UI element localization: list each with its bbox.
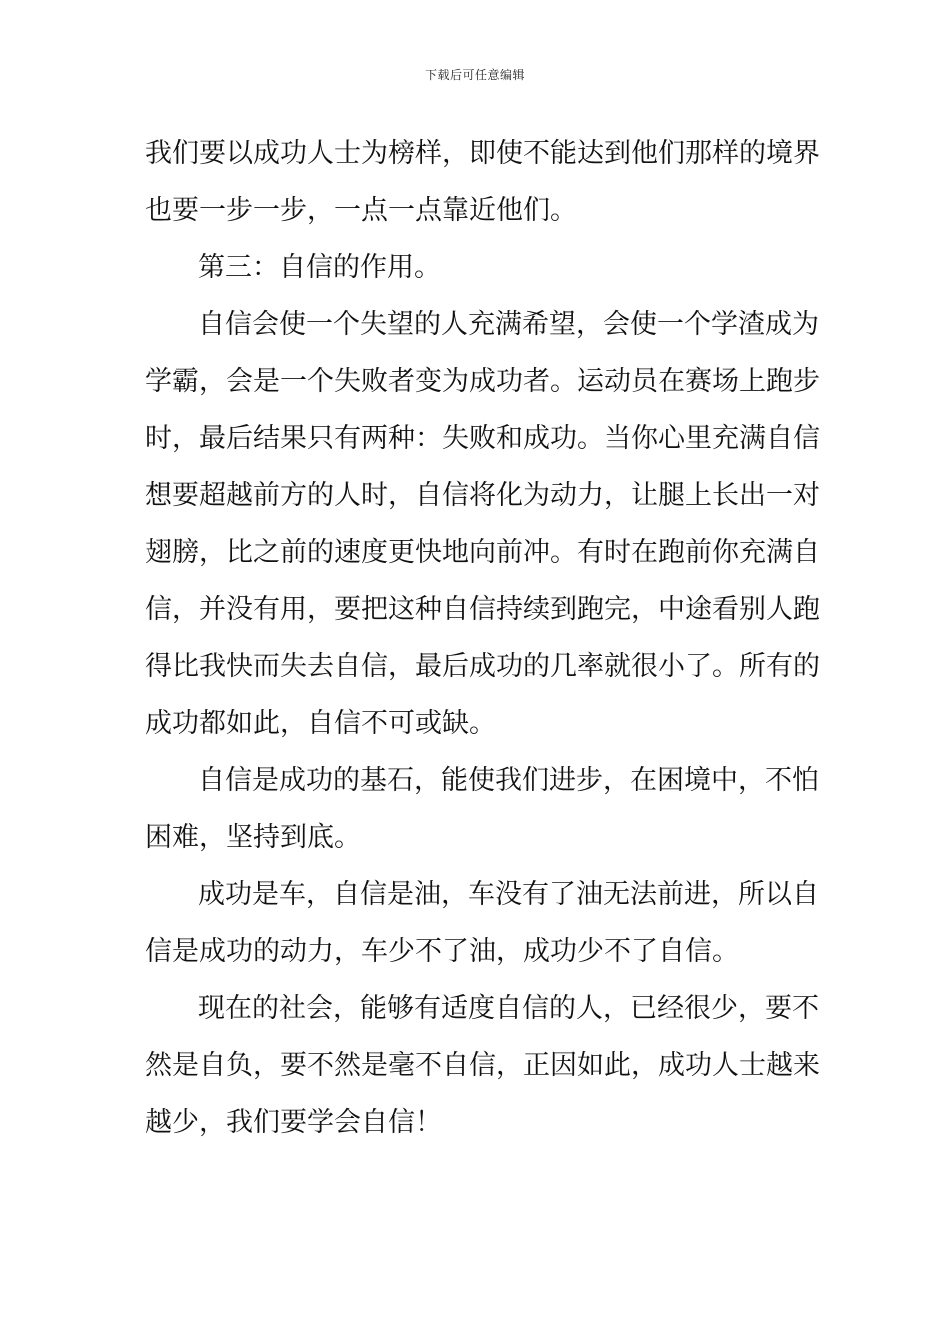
page-header-note: 下载后可任意编辑 xyxy=(424,68,525,82)
text-line: 翅膀，比之前的速度更快地向前冲。有时在跑前你充满自 xyxy=(145,537,820,568)
text-line: 困难，坚持到底。 xyxy=(145,822,361,853)
text-line: 成功都如此，自信不可或缺。 xyxy=(145,708,496,739)
text-line: 信，并没有用，要把这种自信持续到跑完，中途看别人跑 xyxy=(145,594,820,625)
text-line: 自信是成功的基石，能使我们进步，在困境中，不怕 xyxy=(198,765,819,796)
text-line: 想要超越前方的人时，自信将化为动力，让腿上长出一对 xyxy=(145,480,820,511)
text-line: 我们要以成功人士为榜样，即使不能达到他们那样的境界 xyxy=(145,138,820,169)
text-line: 现在的社会，能够有适度自信的人，已经很少，要不 xyxy=(198,993,819,1024)
section-heading: 第三：自信的作用。 xyxy=(198,252,441,283)
text-line: 成功是车，自信是油，车没有了油无法前进，所以自 xyxy=(198,879,819,910)
text-line: 然是自负，要不然是毫不自信，正因如此，成功人士越来 xyxy=(145,1050,820,1081)
text-line: 得比我快而失去自信，最后成功的几率就很小了。所有的 xyxy=(145,651,820,682)
text-line: 自信会使一个失望的人充满希望，会使一个学渣成为 xyxy=(198,309,819,340)
text-line: 学霸，会是一个失败者变为成功者。运动员在赛场上跑步 xyxy=(145,366,820,397)
text-line: 时，最后结果只有两种：失败和成功。当你心里充满自信 xyxy=(145,423,820,454)
text-line: 也要一步一步，一点一点靠近他们。 xyxy=(145,195,577,226)
text-line: 越少，我们要学会自信！ xyxy=(145,1107,442,1138)
text-line: 信是成功的动力，车少不了油，成功少不了自信。 xyxy=(145,936,739,967)
